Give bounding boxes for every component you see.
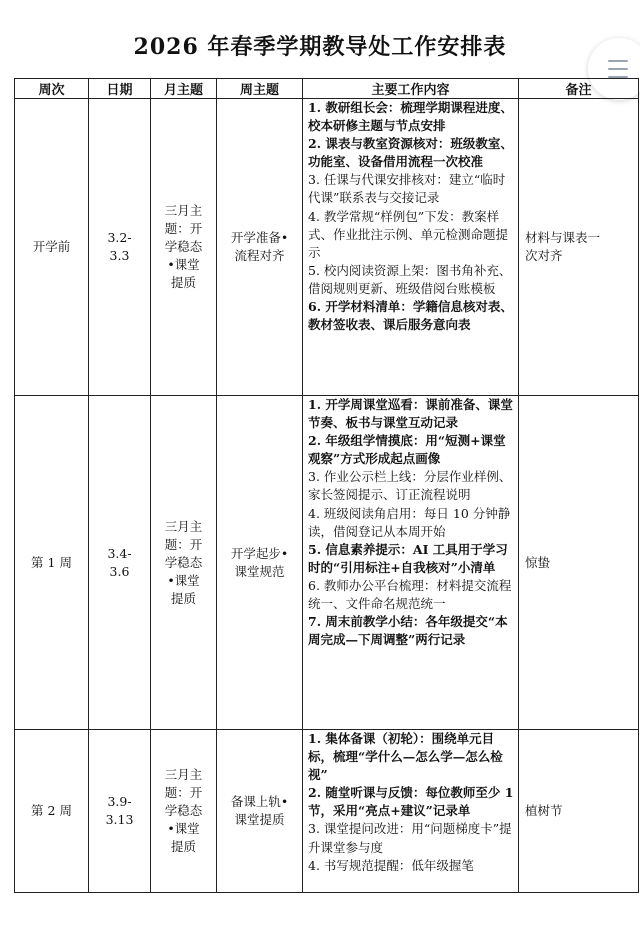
header-week: 周次 <box>15 79 89 99</box>
cell-note <box>519 730 639 893</box>
header-week-theme: 周主题 <box>217 79 303 99</box>
cell-note-text: 惊蛰 <box>525 554 551 570</box>
task-item: 3. 作业公示栏上线：分层作业样例、家长签阅提示、订正流程说明 <box>308 469 512 503</box>
table-row <box>15 730 639 893</box>
schedule-table <box>14 78 639 893</box>
cell-date-text: 3.2- 3.3 <box>107 230 132 263</box>
cell-main-work <box>303 730 519 893</box>
table-row <box>15 396 639 730</box>
header-main-work: 主要工作内容 <box>303 79 519 99</box>
task-item: 2. 年级组学情摸底：用“短测+课堂观察”方式形成起点画像 <box>308 433 506 467</box>
task-item: 1. 集体备课（初轮）：围绕单元目标，梳理“学什么—怎么学—怎么检视” <box>308 731 503 783</box>
task-item: 5. 校内阅读资源上架：图书角补充、借阅规则更新、班级借阅台账模板 <box>308 262 512 296</box>
cell-week <box>15 730 89 893</box>
header-note: 备注 <box>519 79 639 99</box>
task-item: 2. 课表与教室资源核对：班级教室、功能室、设备借用流程一次校准 <box>308 136 513 170</box>
menu-icon-bar <box>608 60 628 62</box>
cell-week-theme <box>217 99 303 396</box>
cell-month-theme <box>151 99 217 396</box>
task-item: 1. 开学周课堂巡看：课前准备、课堂节奏、板书与课堂互动记录 <box>308 397 513 431</box>
cell-main-work <box>303 99 519 396</box>
cell-month-theme <box>151 396 217 730</box>
cell-week-theme <box>217 730 303 893</box>
cell-week <box>15 99 89 396</box>
cell-date-text: 3.9- 3.13 <box>105 794 134 827</box>
cell-week-text: 开学前 <box>32 239 71 254</box>
cell-week-theme-text: 备课上轨• 课堂提质 <box>230 794 289 827</box>
cell-note-text: 植树节 <box>525 803 563 818</box>
task-item: 6. 开学材料清单：学籍信息核对表、教材签收表、课后服务意向表 <box>308 299 513 333</box>
task-item: 5. 信息素养提示：AI 工具用于学习时的“引用标注+自我核对”小清单 <box>308 541 508 575</box>
task-item: 3. 任课与代课安排核对：建立“临时代课”联系表与交接记录 <box>308 172 506 206</box>
task-item: 4. 班级阅读角启用：每日 10 分钟静读，借阅登记从本周开始 <box>308 505 511 539</box>
cell-week-theme-text: 开学准备• 流程对齐 <box>230 230 289 263</box>
cell-week-text: 第 1 周 <box>31 554 72 570</box>
task-item: 1. 教研组长会：梳理学期课程进度、校本研修主题与节点安排 <box>308 100 513 134</box>
task-item: 2. 随堂听课与反馈：每位教师至少 1 节，采用“亮点+建议”记录单 <box>308 785 514 819</box>
cell-note-text: 材料与课表一 次对齐 <box>525 230 601 263</box>
cell-week-theme <box>217 396 303 730</box>
task-item: 3. 课堂提问改进：用“问题梯度卡”提升课堂参与度 <box>308 821 512 855</box>
table-row <box>15 99 639 396</box>
cell-month-theme-text: 三月主 题：开 学稳态 •课堂 提质 <box>164 203 203 290</box>
cell-date <box>89 730 151 893</box>
cell-date-text: 3.4- 3.6 <box>107 545 132 579</box>
header-date: 日期 <box>89 79 151 99</box>
task-item: 7. 周末前教学小结：各年级提交“本周完成—下周调整”两行记录 <box>308 614 508 648</box>
header-month-theme: 月主题 <box>151 79 217 99</box>
cell-month-theme-text: 三月主 题：开 学稳态 •课堂 提质 <box>164 518 203 606</box>
task-item: 6. 教师办公平台梳理：材料提交流程统一、文件命名规范统一 <box>308 577 512 612</box>
cell-week <box>15 396 89 730</box>
cell-note <box>519 396 639 730</box>
cell-note <box>519 99 639 396</box>
cell-date <box>89 396 151 730</box>
cell-month-theme <box>151 730 217 893</box>
table-header-row <box>15 79 639 99</box>
cell-week-theme-text: 开学起步• 课堂规范 <box>230 545 289 579</box>
task-item: 4. 书写规范提醒：低年级握笔 <box>308 857 474 873</box>
cell-date <box>89 99 151 396</box>
cell-month-theme-text: 三月主 题：开 学稳态 •课堂 提质 <box>164 767 203 854</box>
cell-week-text: 第 2 周 <box>31 803 72 818</box>
cell-main-work <box>303 396 519 730</box>
page-title: 2026 年春季学期教导处工作安排表 <box>133 34 507 60</box>
menu-icon-bar <box>608 68 628 70</box>
task-item: 4. 教学常规“样例包”下发：教案样式、作业批注示例、单元检测命题提示 <box>308 208 509 260</box>
